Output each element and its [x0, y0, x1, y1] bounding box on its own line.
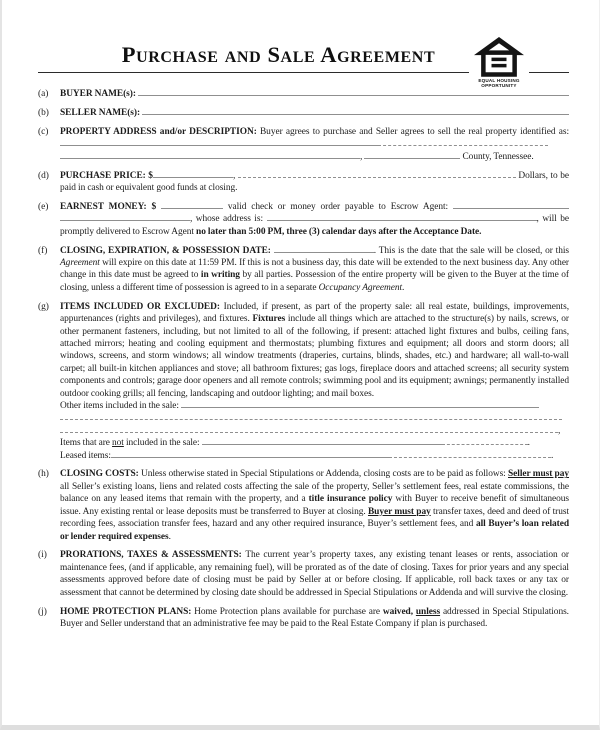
clause-letter-closing-costs: (h): [38, 469, 49, 480]
clause-letter-buyer-name: (a): [38, 89, 49, 99]
other-items-field-2[interactable]: [60, 412, 562, 420]
text-run: CLOSING, EXPIRATION, & POSSESSION DATE:: [60, 245, 274, 256]
escrow-agent-field-2[interactable]: [60, 213, 190, 221]
text-run: Buyer must pay: [367, 506, 431, 517]
text-run: Home Protection plans available for purchase are: [194, 606, 383, 617]
equal-housing-opportunity-logo: [469, 36, 529, 89]
leased-items-field-1[interactable]: [111, 450, 389, 458]
property-description-field-3[interactable]: [60, 151, 360, 159]
clause-letter-home-protection: (j): [38, 606, 47, 617]
clause-prorations-taxes: [38, 549, 569, 599]
escrow-agent-field-1[interactable]: [453, 201, 569, 209]
clause-letter-seller-name: (b): [38, 107, 49, 118]
clause-letter-closing-date: (f): [38, 245, 48, 256]
excluded-items-field-2[interactable]: [442, 437, 528, 445]
text-run: BUYER NAME(s):: [60, 89, 136, 99]
text-run: .: [550, 450, 554, 461]
text-run: with Buyer to receive benefit of simultaneous issue. Any existing rental or lease deposits must be transferred to Buyer at closing.: [60, 494, 569, 517]
text-run: valid check or money order payable to Escrow Agent:: [222, 201, 453, 212]
text-run: title insurance policy: [308, 494, 393, 505]
clause-body-closing-costs: [60, 468, 569, 542]
text-run: , will be promptly delivered to Escrow Agent: [60, 214, 569, 237]
text-run: waived,: [382, 606, 416, 617]
text-run: all Seller’s existing loans, liens and related costs affecting the sale of the property, Seller’s settlement fees, real estate commissions, the balance on any leased items that remain with the property, and a: [60, 481, 569, 505]
property-description-field-2[interactable]: [378, 138, 548, 146]
clause-letter-purchase-price: (d): [38, 170, 49, 181]
text-run: ,: [360, 151, 365, 162]
property-description-field-1[interactable]: [60, 138, 378, 146]
clause-purchase-price: [38, 170, 569, 195]
clause-body-home-protection: [60, 606, 569, 631]
text-run: Seller must pay: [508, 469, 569, 480]
text-run: Dollars, to be paid in cash or equivalent good funds at closing.: [60, 170, 570, 193]
text-run: EARNEST MONEY: $: [60, 201, 161, 212]
text-run: unless: [415, 606, 441, 617]
text-run: SELLER NAME(s):: [60, 107, 141, 118]
clause-items-included: [38, 301, 569, 462]
text-run: no later than 5:00 PM, three (3) calendar days after the Acceptance Date.: [196, 226, 482, 237]
text-run: in writing: [200, 270, 240, 281]
text-run: Occupancy Agreement: [318, 282, 403, 293]
other-items-field-1[interactable]: [181, 400, 539, 408]
other-items-field-3[interactable]: [60, 425, 558, 433]
clause-closing-date: [38, 245, 569, 295]
clause-property-address: [38, 126, 569, 163]
page-title: Purchase and Sale Agreement: [121, 42, 436, 67]
clause-letter-earnest-money: (e): [38, 201, 49, 212]
clause-list: [38, 88, 569, 630]
text-run: ITEMS INCLUDED OR EXCLUDED:: [60, 301, 224, 312]
clause-body-seller-name: [60, 107, 569, 119]
clause-seller-name: [38, 107, 569, 119]
text-run: . This is the date that the sale will be closed, or this: [373, 245, 569, 256]
leased-items-field-2[interactable]: [389, 450, 551, 458]
text-run: addressed in Special Stipulations. Buyer and Seller understand that an administrative fee may be paid to the Real Estate Company if plan is purchased.: [60, 606, 569, 629]
text-run: include all things which are attached to the structure(s) by nails, screws, or other permanent fasteners, including, but not limited to all of the following, if present: attached light fixtures and bulbs, ceiling fans, attached mirrors; heating and cooling equipment and thermostats; plumbing fixtures and equipment; all doors and storm doors; all windows, screens, and storm windows; all window treatments (draperies, curtains, blinds, shades, etc.) and hardware; all wall-to-wall carpet; all built-in kitchen appliances and stove; all bathroom fixtures; gas logs, fireplace doors and attached screens; all security system components and controls; garage door openers and all remote controls; swimming pool and its equipment; awnings; permanently installed outdoor cooking grills; all fencing, landscaping and outdoor lighting; and mail boxes.: [60, 314, 569, 399]
text-run: Fixtures: [252, 314, 286, 325]
seller-name-field[interactable]: [142, 107, 569, 115]
clause-closing-costs: [38, 468, 569, 542]
county-field[interactable]: [364, 151, 460, 159]
purchase-price-numeric-field[interactable]: [153, 170, 233, 178]
text-run: all Buyer’s loan related or lender required expenses: [60, 519, 569, 542]
text-run: Leased items:: [60, 450, 111, 461]
document-header: [38, 42, 569, 89]
text-run: PURCHASE PRICE: $: [60, 170, 153, 181]
excluded-items-field-1[interactable]: [202, 437, 442, 445]
text-run: HOME PROTECTION PLANS:: [60, 606, 195, 617]
text-run: Unless otherwise stated in Special Stipulations or Addenda, closing costs are to be paid as follows:: [140, 469, 508, 480]
text-run: included in the sale:: [123, 438, 202, 449]
clause-body-property-address: [60, 126, 569, 163]
text-run: , whose address is:: [190, 214, 267, 225]
equal-housing-house-icon: [474, 37, 524, 77]
text-run: County, Tennessee.: [460, 151, 534, 162]
clause-home-protection: [38, 606, 569, 631]
text-run: Other items included in the sale:: [60, 400, 182, 411]
clause-buyer-name: [38, 88, 569, 100]
text-run: Agreement: [60, 257, 100, 268]
clause-body-earnest-money: [60, 201, 569, 238]
escrow-agent-address-field[interactable]: [267, 213, 537, 221]
earnest-money-amount-field[interactable]: [161, 201, 223, 209]
text-run: .: [527, 438, 530, 449]
text-run: PRORATIONS, TAXES & ASSESSMENTS:: [60, 550, 246, 561]
clause-body-closing-date: [60, 245, 569, 295]
clause-letter-property-address: (c): [38, 126, 49, 137]
clause-body-prorations-taxes: [60, 549, 569, 599]
text-run: CLOSING COSTS:: [60, 469, 141, 480]
equal-housing-caption-line1: EQUAL HOUSING: [478, 78, 520, 83]
text-run: Included, if present, as part of the property sale: all real estate, buildings, improvements, appurtenances (rights and privileges), and fixtures.: [60, 301, 569, 325]
text-run: not: [112, 438, 124, 449]
text-run: by all parties. Possession of the entire property will be given to the Buyer at the time of closing, unless a different time of possession is agreed to in a separate: [60, 270, 569, 293]
text-run: ,: [232, 170, 238, 181]
text-run: The current year’s property taxes, any existing tenant leases or rents, association or maintenance fees, (and if applicable, any remaining fuel), will be prorated as of the date of closing. Taxes for prior years and any special assessments approved before date of closing must be paid by Seller at or before closing. If applicable, roll back taxes or any tax or assessment that cannot be determined by closing date should be addressed in Special Stipulations or Addenda and will survive the closing.: [60, 550, 569, 598]
text-run: .: [402, 282, 405, 293]
text-run: ,: [558, 425, 561, 436]
equal-housing-caption-line2: OPPORTUNITY: [481, 83, 517, 89]
text-run: transfer taxes, deed and deed of trust recording fees, association transfer fees, hazard and any other required insurance, Buyer’s settlement fees, and: [60, 506, 570, 530]
text-run: PROPERTY ADDRESS and/or DESCRIPTION:: [60, 126, 260, 137]
clause-body-buyer-name: [60, 88, 569, 100]
purchase-price-words-field[interactable]: [238, 170, 516, 178]
clause-earnest-money: [38, 201, 569, 238]
text-run: Items that are: [60, 438, 113, 449]
text-run: will expire on this date at 11:59 PM. If this is not a business day, this date will be extended to the next business day. Any other change in this date must be agreed to: [60, 257, 569, 281]
clause-body-purchase-price: [60, 170, 569, 195]
clause-letter-items-included: (g): [38, 301, 49, 312]
closing-date-field[interactable]: [274, 245, 374, 253]
text-run: Buyer agrees to purchase and Seller agrees to sell the real property identified as:: [259, 126, 569, 137]
clause-body-items-included: [60, 301, 569, 462]
equal-housing-caption: [471, 78, 527, 88]
text-run: .: [168, 531, 171, 542]
clause-letter-prorations-taxes: (i): [38, 550, 47, 561]
